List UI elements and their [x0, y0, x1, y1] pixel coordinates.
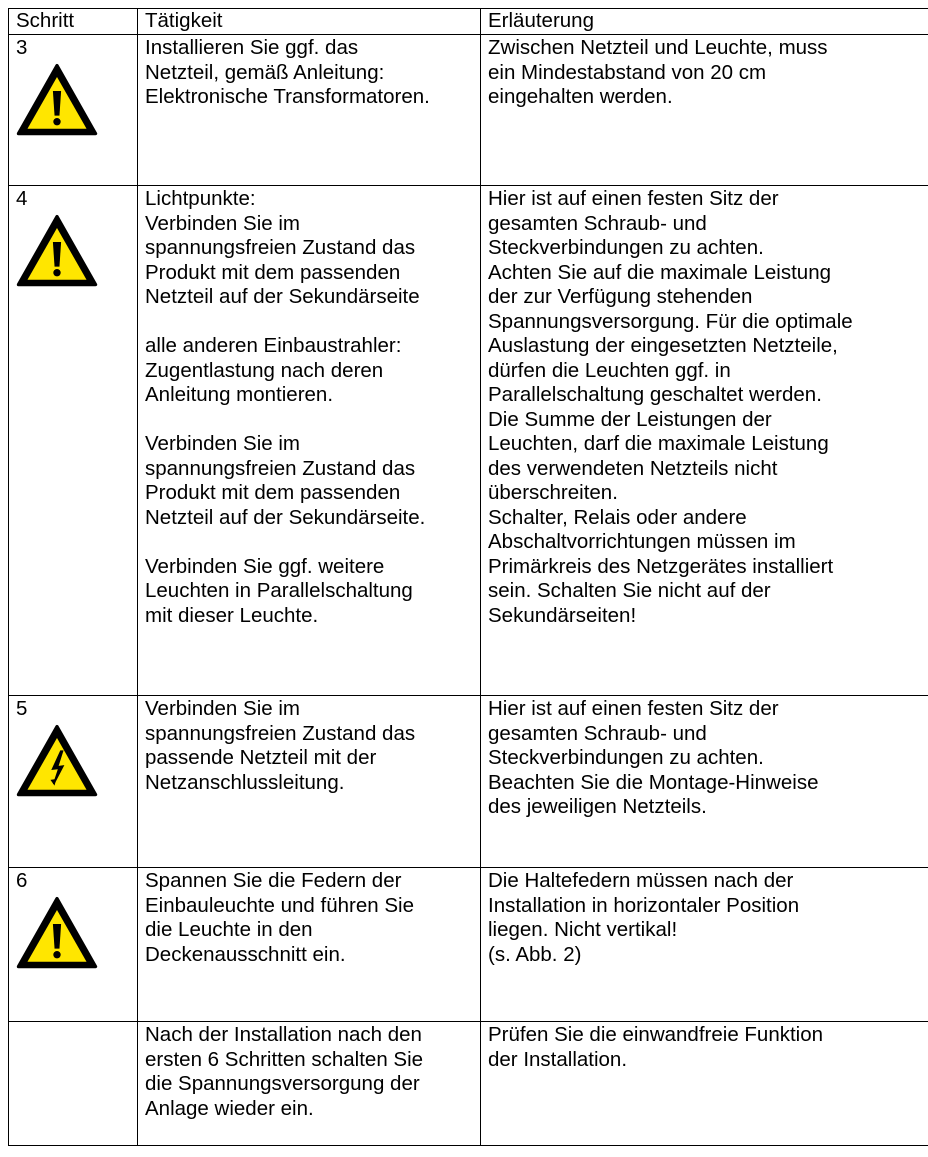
activity-text: Verbinden Sie im spannungsfreien Zustand das passende Netzteil mit der Netzanschlussleitung. [145, 697, 416, 794]
explanation-cell [481, 186, 928, 696]
header-explanation: Erläuterung [481, 9, 928, 35]
table-row [9, 696, 928, 868]
explanation-text: Hier ist auf einen festen Sitz der gesamten Schraub- und Steckverbindungen zu achten. Achten Sie auf die maximale Leistung der zur Verfügung stehenden Spannungsversorgung. Für die optimale Auslastung der eingesetzten Netzteile, dürfen die Leuchten ggf. in Parallelschaltung geschaltet werden. Die Summe der Leistungen der Leuchten, darf die maximale Leistung des verwendeten Netzteils nicht überschreiten. Schalter, Relais oder andere Abschaltvorrichtungen müssen im Primärkreis des Netzgerätes installiert sein. Schalten Sie nicht auf der Sekundärseiten! [488, 187, 853, 627]
activity-cell [138, 696, 481, 868]
activity-cell [138, 186, 481, 696]
activity-text: Lichtpunkte: Verbinden Sie im spannungsfreien Zustand das Produkt mit dem passenden Netzteil auf der Sekundärseite alle anderen Einbaustrahler: Zugentlastung nach deren Anleitung montieren. Verbinden Sie im spannungsfreien Zustand das Produkt mit dem passenden Netzteil auf der Sekundärseite. Verbinden Sie ggf. weitere Leuchten in Parallelschaltung mit dieser Leuchte. [145, 187, 426, 627]
activity-text: Installieren Sie ggf. das Netzteil, gemäß Anleitung: Elektronische Transformatoren. [145, 36, 430, 108]
instructions-table [8, 8, 928, 1146]
activity-text: Nach der Installation nach den ersten 6 Schritten schalten Sie die Spannungsversorgung der Anlage wieder ein. [145, 1023, 424, 1120]
explanation-text: Hier ist auf einen festen Sitz der gesamten Schraub- und Steckverbindungen zu achten. Beachten Sie die Montage-Hinweise des jeweiligen Netzteils. [488, 697, 819, 818]
step-cell [9, 868, 138, 1022]
activity-cell [138, 868, 481, 1022]
step-cell [9, 1022, 138, 1146]
activity-cell [138, 1022, 481, 1146]
activity-text: Spannen Sie die Federn der Einbauleuchte und führen Sie die Leuchte in den Deckenausschnitt ein. [145, 869, 414, 966]
table-row [9, 1022, 928, 1146]
explanation-cell [481, 696, 928, 868]
activity-cell [138, 35, 481, 186]
warning-exclamation-icon [16, 63, 137, 137]
explanation-cell [481, 868, 928, 1022]
table-row [9, 868, 928, 1022]
explanation-text: Prüfen Sie die einwandfreie Funktion der Installation. [488, 1023, 824, 1071]
explanation-text: Zwischen Netzteil und Leuchte, muss ein Mindestabstand von 20 cm eingehalten werden. [488, 36, 828, 108]
step-number: 6 [16, 869, 28, 892]
warning-exclamation-icon [16, 896, 137, 970]
header-activity: Tätigkeit [138, 9, 481, 35]
table-row [9, 186, 928, 696]
electrical-hazard-icon [16, 724, 137, 798]
step-number: 4 [16, 187, 28, 210]
header-row [9, 9, 928, 35]
step-cell [9, 186, 138, 696]
step-number: 3 [16, 36, 28, 59]
table-row [9, 35, 928, 186]
header-step: Schritt [9, 9, 138, 35]
step-cell [9, 35, 138, 186]
explanation-text: Die Haltefedern müssen nach der Installation in horizontaler Position liegen. Nicht vertikal! (s. Abb. 2) [488, 869, 800, 966]
warning-exclamation-icon [16, 214, 137, 288]
step-cell [9, 696, 138, 868]
step-number: 5 [16, 697, 28, 720]
explanation-cell [481, 35, 928, 186]
explanation-cell [481, 1022, 928, 1146]
